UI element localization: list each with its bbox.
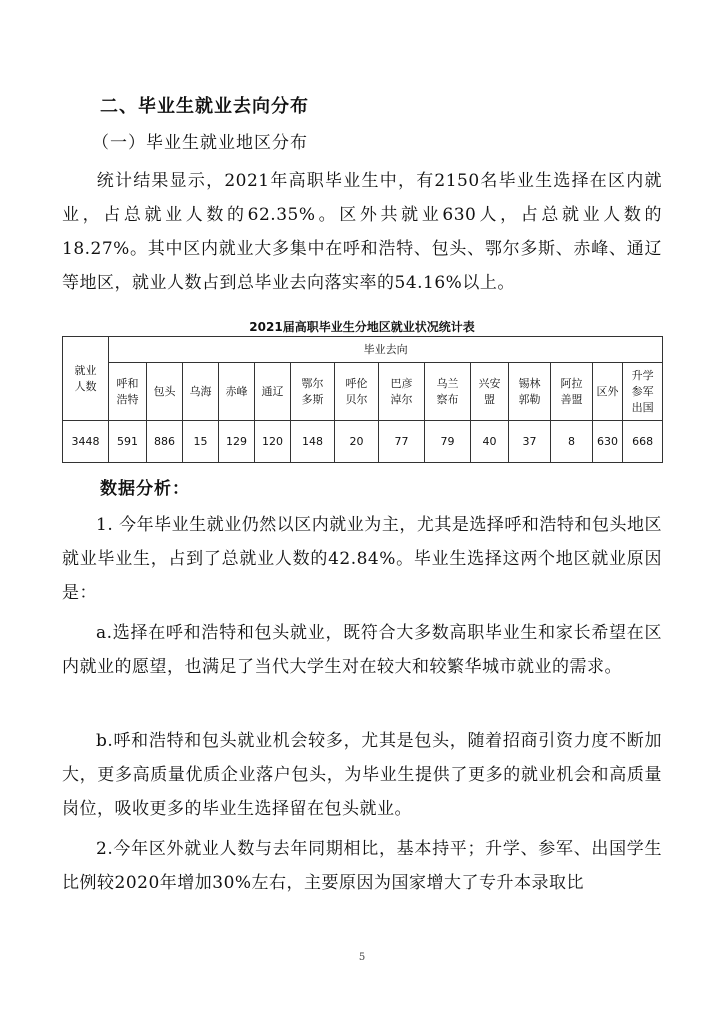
column-header-label: 升学参军出国 xyxy=(631,368,654,414)
column-header-label: 兴安盟 xyxy=(478,376,501,406)
value-cell: 15 xyxy=(183,421,219,463)
point-a-text: a.选择在呼和浩特和包头就业，既符合大多数高职毕业生和家长希望在区内就业的愿望，也满足了当代大学生对在较大和较繁华城市就业的需求。 xyxy=(62,623,662,677)
row-header-cell xyxy=(63,337,109,421)
value-cell: 40 xyxy=(471,421,509,463)
value-cell: 591 xyxy=(109,421,147,463)
group-header-cell: 毕业去向 xyxy=(109,337,663,363)
value-cell: 37 xyxy=(509,421,551,463)
column-header-label: 呼和浩特 xyxy=(116,376,139,406)
value-cell: 630 xyxy=(593,421,623,463)
column-header-label: 锡林郭勒 xyxy=(518,376,541,406)
column-header-row xyxy=(63,363,663,421)
value-cell: 129 xyxy=(219,421,255,463)
column-header-label: 鄂尔多斯 xyxy=(301,376,324,406)
column-header xyxy=(509,363,551,421)
intro-text: 统计结果显示，2021年高职毕业生中，有2150名毕业生选择在区内就业，占总就业人数的62.35%。区外共就业630人，占总就业人数的18.27%。其中区内就业大多集中在呼和浩特、包头、鄂尔多斯、赤峰、通辽等地区，就业人数占到总毕业去向落实率的54.16%以上。 xyxy=(62,171,662,293)
point-1-text: 1. 今年毕业生就业仍然以区内就业为主，尤其是选择呼和浩特和包头地区就业毕业生，占到了总就业人数的42.84%。毕业生选择这两个地区就业原因是： xyxy=(62,515,662,603)
value-cell: 886 xyxy=(147,421,183,463)
column-header xyxy=(551,363,593,421)
value-row xyxy=(63,421,663,463)
analysis-label: 数据分析： xyxy=(100,479,190,499)
point-2 xyxy=(62,832,662,900)
value-cell: 79 xyxy=(425,421,471,463)
employment-table xyxy=(62,336,663,463)
column-header-label: 乌兰察布 xyxy=(436,376,459,406)
value-cell: 8 xyxy=(551,421,593,463)
point-1 xyxy=(62,508,662,610)
column-header-label: 乌海 xyxy=(189,384,212,398)
value-cell: 668 xyxy=(623,421,663,463)
value-cell: 148 xyxy=(291,421,335,463)
point-a xyxy=(62,616,662,684)
column-header xyxy=(471,363,509,421)
column-header xyxy=(291,363,335,421)
point-b-text: b.呼和浩特和包头就业机会较多，尤其是包头，随着招商引资力度不断加大，更多高质量优质企业落户包头，为毕业生提供了更多的就业机会和高质量岗位，吸收更多的毕业生选择留在包头就业。 xyxy=(62,731,662,819)
row-header-label: 就业人数 xyxy=(74,363,97,393)
column-header xyxy=(183,363,219,421)
column-header xyxy=(623,363,663,421)
subsection-heading: （一）毕业生就业地区分布 xyxy=(92,133,308,153)
column-header xyxy=(147,363,183,421)
column-header-label: 区外 xyxy=(596,384,619,398)
point-b xyxy=(62,724,662,826)
section-heading: 二、毕业生就业去向分布 xyxy=(100,96,309,117)
value-cell: 120 xyxy=(255,421,291,463)
column-header-label: 呼伦贝尔 xyxy=(345,376,368,406)
column-header-label: 巴彦淖尔 xyxy=(390,376,413,406)
column-header xyxy=(379,363,425,421)
page-number: 5 xyxy=(358,952,366,963)
column-header xyxy=(593,363,623,421)
column-header-label: 包头 xyxy=(153,384,176,398)
point-2-text: 2.今年区外就业人数与去年同期相比，基本持平；升学、参军、出国学生比例较2020年增加30%左右，主要原因为国家增大了专升本录取比 xyxy=(62,839,662,893)
column-header xyxy=(425,363,471,421)
total-cell: 3448 xyxy=(63,421,109,463)
column-header xyxy=(109,363,147,421)
table-caption: 2021届高职毕业生分地区就业状况统计表 xyxy=(249,320,475,334)
column-header-label: 阿拉善盟 xyxy=(560,376,583,406)
column-header xyxy=(219,363,255,421)
column-header xyxy=(255,363,291,421)
column-header-label: 通辽 xyxy=(261,384,284,398)
intro-paragraph xyxy=(62,164,662,300)
column-header-label: 赤峰 xyxy=(225,384,248,398)
value-cell: 77 xyxy=(379,421,425,463)
value-cell: 20 xyxy=(335,421,379,463)
column-header xyxy=(335,363,379,421)
